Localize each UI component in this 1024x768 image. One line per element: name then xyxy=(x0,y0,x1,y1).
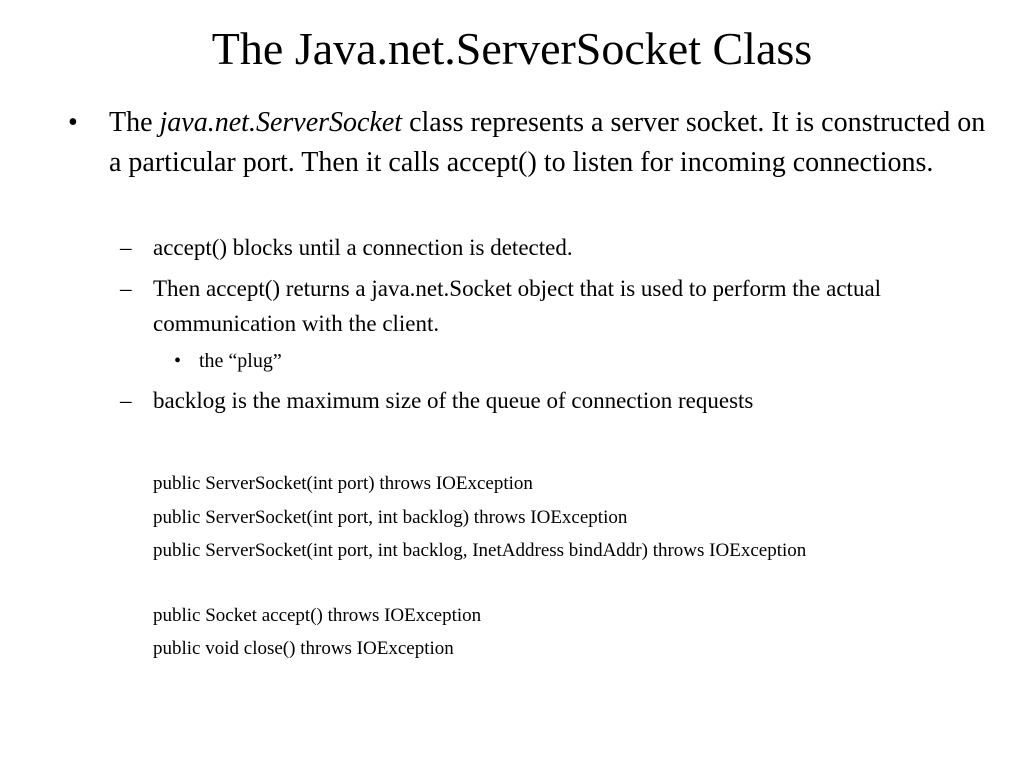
dash-marker: – xyxy=(120,388,132,413)
bullet-marker: • xyxy=(174,350,182,372)
dash-marker: – xyxy=(120,276,132,301)
slide-title: The Java.net.ServerSocket Class xyxy=(211,23,813,74)
method-line: public Socket accept() throws IOException xyxy=(153,605,482,626)
bullet-marker: • xyxy=(68,107,78,138)
sub-sub-bullet-text: the “plug” xyxy=(199,350,282,372)
main-bullet-text-after: class represents a server socket. It is constructed on a particular port. Then it calls accept() to listen for incoming connections. xyxy=(109,107,986,178)
constructor-line: public ServerSocket(int port, int backlog) throws IOException xyxy=(153,507,628,528)
constructor-line: public ServerSocket(int port, int backlog, InetAddress bindAddr) throws IOException xyxy=(153,540,807,561)
sub-bullet-text: accept() blocks until a connection is detected. xyxy=(153,235,573,260)
constructor-line: public ServerSocket(int port) throws IOException xyxy=(153,473,533,494)
sub-bullet-text: Then accept() returns a java.net.Socket object that is used to perform the actual communication with the client. xyxy=(153,276,882,336)
method-line: public void close() throws IOException xyxy=(153,638,454,659)
main-bullet-text xyxy=(109,103,989,183)
sub-bullet-text: backlog is the maximum size of the queue of connection requests xyxy=(153,388,754,413)
main-bullet-text-before: The xyxy=(109,107,160,138)
dash-marker: – xyxy=(120,235,132,260)
main-bullet-class-name: java.net.ServerSocket xyxy=(159,107,403,138)
